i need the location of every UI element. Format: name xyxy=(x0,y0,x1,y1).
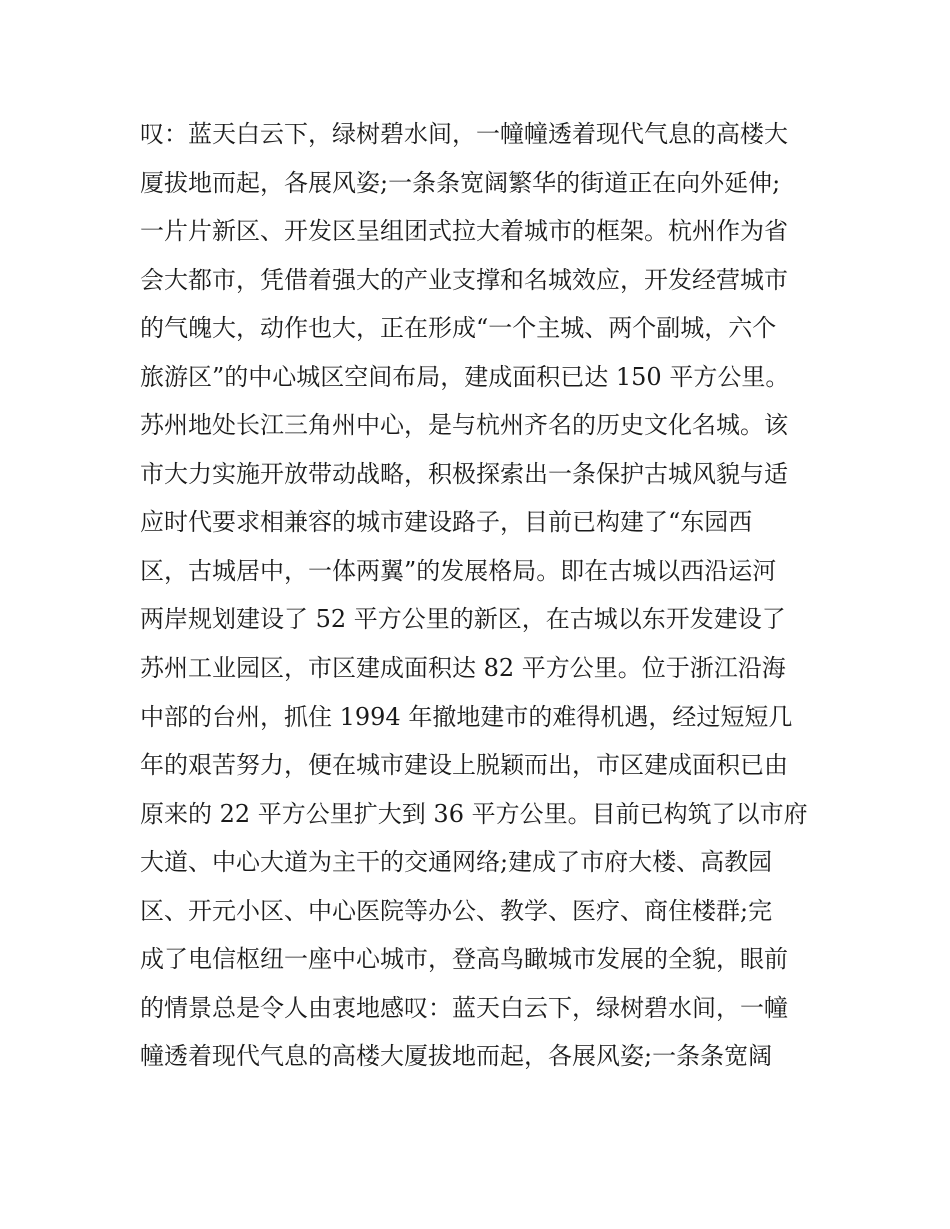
text-line: 旅游区”的中心城区空间布局，建成面积已达 150 平方公里。 xyxy=(140,362,790,391)
text-line: 苏州地处长江三角州中心，是与杭州齐名的历史文化名城。该 xyxy=(140,411,788,440)
text-line: 苏州工业园区，市区建成面积达 82 平方公里。位于浙江沿海 xyxy=(140,654,786,683)
text-line: 的情景总是令人由衷地感叹：蓝天白云下，绿树碧水间，一幢 xyxy=(140,993,788,1022)
text-line: 大道、中心大道为主干的交通网络;建成了市府大楼、高教园 xyxy=(140,848,773,877)
text-line: 市大力实施开放带动战略，积极探索出一条保护古城风貌与适 xyxy=(140,459,788,488)
text-line: 中部的台州，抓住 1994 年撤地建市的难得机遇，经过短短几 xyxy=(140,702,793,731)
text-line: 区，古城居中，一体两翼”的发展格局。即在古城以西沿运河 xyxy=(140,556,777,585)
text-line: 成了电信枢纽一座中心城市，登高鸟瞰城市发展的全貌，眼前 xyxy=(140,945,788,974)
text-line: 应时代要求相兼容的城市建设路子，目前已构建了“东园西 xyxy=(140,508,753,537)
text-line: 会大都市，凭借着强大的产业支撑和名城效应，开发经营城市 xyxy=(140,265,788,294)
text-line: 的气魄大，动作也大，正在形成“一个主城、两个副城，六个 xyxy=(140,314,777,343)
text-line: 叹：蓝天白云下，绿树碧水间，一幢幢透着现代气息的高楼大 xyxy=(140,120,788,148)
text-line: 原来的 22 平方公里扩大到 36 平方公里。目前已构筑了以市府 xyxy=(140,799,808,828)
text-line: 两岸规划建设了 52 平方公里的新区，在古城以东开发建设了 xyxy=(140,605,786,634)
text-line: 厦拔地而起，各展风姿;一条条宽阔繁华的街道正在向外延伸; xyxy=(140,168,781,197)
text-line: 年的艰苦努力，便在城市建设上脱颖而出，市区建成面积已由 xyxy=(140,751,788,780)
body-text xyxy=(140,110,830,1081)
text-line: 幢透着现代气息的高楼大厦拔地而起，各展风姿;一条条宽阔 xyxy=(140,1042,773,1071)
text-line: 一片片新区、开发区呈组团式拉大着城市的框架。杭州作为省 xyxy=(140,217,788,246)
text-line: 区、开元小区、中心医院等办公、教学、医疗、商住楼群;完 xyxy=(140,896,773,925)
